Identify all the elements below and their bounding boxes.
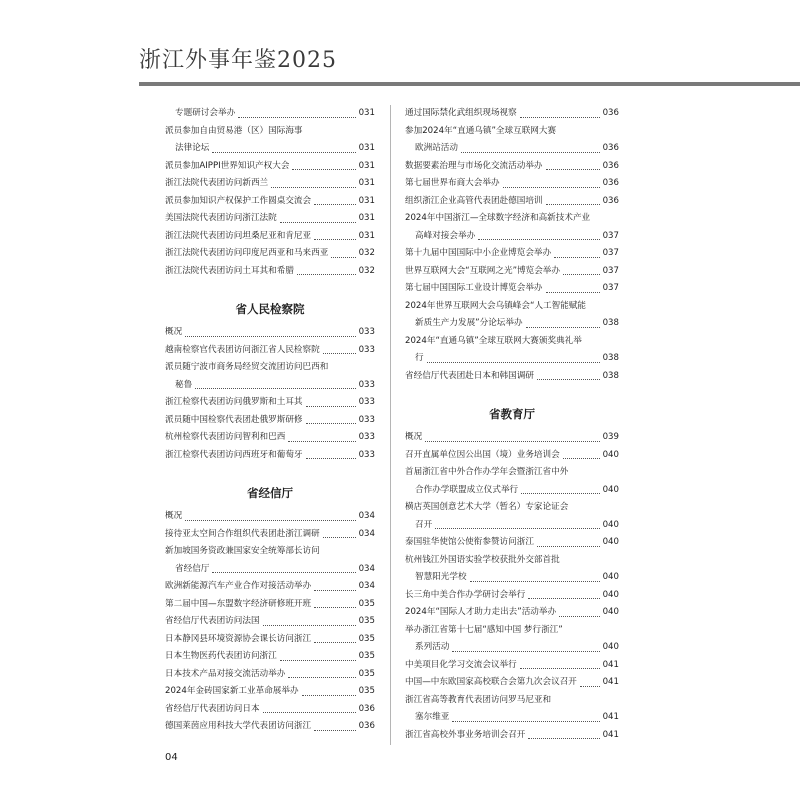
toc-entry-title: 浙江省高等教育代表团访问罗马尼亚和 xyxy=(405,694,552,705)
toc-entry-title: 中美项目化学习交流会议举行 xyxy=(405,659,517,670)
dot-leader xyxy=(461,152,600,153)
toc-entry[interactable] xyxy=(405,210,619,228)
dot-leader xyxy=(306,458,356,459)
toc-entry-title: 派员随宁波市商务局经贸交流团访问巴西和 xyxy=(165,362,329,372)
toc-entry[interactable] xyxy=(405,552,619,570)
toc-entry-page: 040 xyxy=(602,484,619,495)
toc-entry[interactable] xyxy=(165,718,375,736)
dot-leader xyxy=(238,117,355,118)
dot-leader xyxy=(314,730,355,731)
toc-entry-page: 032 xyxy=(358,265,375,276)
toc-entry[interactable] xyxy=(165,123,375,141)
toc-entry-page: 034 xyxy=(358,563,375,574)
toc-entry[interactable] xyxy=(405,482,619,500)
page-number: 04 xyxy=(165,752,178,763)
dot-leader xyxy=(520,117,600,118)
dot-leader xyxy=(452,651,599,652)
toc-entry[interactable] xyxy=(405,298,619,316)
toc-entry-page: 037 xyxy=(602,230,619,241)
toc-entry-title: 欧洲新能源汽车产业合作对接活动举办 xyxy=(165,581,312,591)
toc-entry-page: 033 xyxy=(358,397,375,407)
toc-entry[interactable] xyxy=(405,657,619,675)
dot-leader xyxy=(185,520,355,521)
toc-entry-page: 036 xyxy=(602,160,619,171)
toc-entry[interactable] xyxy=(165,543,375,561)
toc-entry-page: 036 xyxy=(602,108,619,118)
toc-entry[interactable] xyxy=(165,596,375,614)
toc-entry[interactable] xyxy=(405,280,619,298)
toc-entry-page: 036 xyxy=(358,703,375,714)
toc-entry[interactable] xyxy=(405,517,619,535)
toc-entry-title: 参加2024年“直通乌镇”全球互联网大赛 xyxy=(405,125,557,136)
toc-entry-page: 036 xyxy=(358,721,375,731)
toc-entry-title: 首届浙江省中外合作办学年会暨浙江省中外 xyxy=(405,467,569,477)
dot-leader xyxy=(435,528,599,529)
toc-entry[interactable] xyxy=(165,648,375,666)
toc-entry-title: 德国莱茵应用科技大学代表团访问浙江 xyxy=(165,721,312,731)
toc-entry-page: 038 xyxy=(602,370,619,381)
dot-leader xyxy=(212,572,355,573)
dot-leader xyxy=(314,607,355,608)
dot-leader xyxy=(280,222,356,223)
toc-entry-page: 039 xyxy=(602,432,619,442)
toc-entry-title: 浙江法院代表团访问坦桑尼亚和肯尼亚 xyxy=(165,230,312,241)
dot-leader xyxy=(563,274,600,275)
toc-entry-title: 智慧阳光学校 xyxy=(415,572,467,582)
toc-entry[interactable] xyxy=(165,228,375,246)
dot-leader xyxy=(292,169,355,170)
toc-entry[interactable] xyxy=(165,526,375,544)
toc-entry-page: 033 xyxy=(358,449,375,460)
toc-entry-page: 031 xyxy=(358,213,375,223)
toc-entry-page: 033 xyxy=(358,414,375,425)
toc-entry-title: 通过国际禁化武组织现场视察 xyxy=(405,108,517,118)
dot-leader xyxy=(554,257,599,258)
dot-leader xyxy=(306,406,356,407)
toc-entry[interactable] xyxy=(405,315,619,333)
toc-entry[interactable] xyxy=(405,727,619,745)
toc-entry-title: 秘鲁 xyxy=(175,379,193,390)
dot-leader xyxy=(521,493,599,494)
toc-entry-page: 037 xyxy=(602,265,619,276)
toc-entry-page: 040 xyxy=(602,572,619,582)
dot-leader xyxy=(288,441,355,442)
toc-entry-title: 派员参加知识产权保护工作圆桌交流会 xyxy=(165,195,312,206)
toc-entry-page: 037 xyxy=(602,248,619,258)
dot-leader xyxy=(537,379,600,380)
toc-entry-title: 世界互联网大会“互联网之光”博览会举办 xyxy=(405,265,560,276)
dot-leader xyxy=(263,712,356,713)
toc-entry-title: 行 xyxy=(415,353,424,363)
toc-entry[interactable] xyxy=(405,105,619,123)
section-heading-procuratorate: 省人民检察院 xyxy=(235,302,305,316)
toc-entry-title: 浙江检察代表团访问西班牙和葡萄牙 xyxy=(165,449,303,460)
toc-entry[interactable] xyxy=(165,631,375,649)
toc-entry-title: 日本生物医药代表团访问浙江 xyxy=(165,651,277,661)
dot-leader xyxy=(546,292,600,293)
toc-entry[interactable] xyxy=(165,342,375,360)
toc-entry-page: 034 xyxy=(358,528,375,539)
toc-entry-page: 036 xyxy=(602,195,619,206)
toc-entry[interactable] xyxy=(405,534,619,552)
toc-entry[interactable] xyxy=(405,674,619,692)
dot-leader xyxy=(537,546,600,547)
dot-leader xyxy=(297,274,356,275)
dot-leader xyxy=(271,187,355,188)
toc-entry-page: 040 xyxy=(602,642,619,652)
toc-entry-title: 2024年世界互联网大会乌镇峰会“人工智能赋能 xyxy=(405,300,587,311)
toc-entry-title: 法律论坛 xyxy=(175,143,210,153)
toc-entry[interactable] xyxy=(165,683,375,701)
toc-entry-title: 派员参加自由贸易港（区）国际海事 xyxy=(165,125,303,136)
toc-entry[interactable] xyxy=(405,604,619,622)
dot-leader xyxy=(212,152,355,153)
toc-entry[interactable] xyxy=(165,377,375,395)
toc-entry-title: 第十九届中国国际中小企业博览会举办 xyxy=(405,248,552,258)
toc-entry[interactable] xyxy=(165,447,375,465)
dot-leader xyxy=(546,204,600,205)
toc-entry-page: 035 xyxy=(358,668,375,679)
toc-list xyxy=(165,508,375,736)
toc-entry[interactable] xyxy=(405,709,619,727)
toc-entry-page: 033 xyxy=(358,344,375,355)
dot-leader xyxy=(528,738,599,739)
toc-entry[interactable] xyxy=(165,210,375,228)
toc-entry-title: 高峰对接会举办 xyxy=(415,230,476,241)
toc-entry[interactable] xyxy=(165,193,375,211)
toc-list xyxy=(165,105,375,280)
toc-entry[interactable] xyxy=(405,333,619,351)
toc-entry[interactable] xyxy=(405,639,619,657)
toc-entry-title: 派员参加AIPPI世界知识产权大会 xyxy=(165,160,290,171)
dot-leader xyxy=(306,423,356,424)
header-rule xyxy=(139,82,800,86)
toc-entry-page: 037 xyxy=(602,283,619,293)
column-divider xyxy=(390,105,391,745)
toc-entry-title: 第七届世界布商大会举办 xyxy=(405,178,500,188)
toc-entry-page: 033 xyxy=(358,327,375,337)
toc-entry-title: 欧洲站活动 xyxy=(415,143,458,153)
toc-entry[interactable] xyxy=(165,359,375,377)
toc-entry-page: 035 xyxy=(358,651,375,661)
toc-entry-title: 组织浙江企业高管代表团赴德国培训 xyxy=(405,195,543,206)
toc-entry[interactable] xyxy=(405,622,619,640)
toc-entry[interactable] xyxy=(165,666,375,684)
toc-entry-page: 035 xyxy=(358,616,375,626)
toc-entry[interactable] xyxy=(405,193,619,211)
toc-entry[interactable] xyxy=(405,350,619,368)
dot-leader xyxy=(331,257,355,258)
toc-entry-page: 038 xyxy=(602,353,619,363)
toc-entry-title: 概况 xyxy=(165,327,183,337)
toc-entry-title: 2024年中国浙江—全球数字经济和高新技术产业 xyxy=(405,213,591,223)
toc-entry-page: 035 xyxy=(358,633,375,644)
toc-entry-title: 省经信厅代表团访问日本 xyxy=(165,703,260,714)
toc-entry-title: 杭州钱江外国语实验学校获批外交部首批 xyxy=(405,554,560,565)
toc-entry-title: 第七届中国国际工业设计博览会举办 xyxy=(405,283,543,293)
section-heading-economy-it: 省经信厅 xyxy=(247,486,293,500)
toc-entry-title: 派员随中国检察代表团赴俄罗斯研修 xyxy=(165,414,303,425)
toc-entry[interactable] xyxy=(405,692,619,710)
toc-list xyxy=(165,324,375,464)
toc-entry-page: 031 xyxy=(358,108,375,118)
toc-entry[interactable] xyxy=(405,175,619,193)
book-title: 浙江外事年鉴2025 xyxy=(139,48,337,73)
dot-leader xyxy=(520,668,600,669)
toc-entry[interactable] xyxy=(405,447,619,465)
dot-leader xyxy=(503,187,600,188)
toc-entry[interactable] xyxy=(165,429,375,447)
toc-entry[interactable] xyxy=(405,587,619,605)
dot-leader xyxy=(263,625,356,626)
toc-entry-title: 越南检察官代表团访问浙江省人民检察院 xyxy=(165,344,320,355)
toc-left-column xyxy=(165,105,375,736)
toc-entry-page: 038 xyxy=(602,318,619,328)
dot-leader xyxy=(478,239,599,240)
toc-entry[interactable] xyxy=(405,464,619,482)
dot-leader xyxy=(280,660,356,661)
toc-entry-title: 浙江法院代表团访问土耳其和希腊 xyxy=(165,265,294,276)
toc-entry-title: 省经信厅代表团赴日本和韩国调研 xyxy=(405,370,534,381)
toc-entry-title: 合作办学联盟成立仪式举行 xyxy=(415,484,519,495)
toc-entry-title: 2024年“直通乌镇”全球互联网大赛颁奖典礼举 xyxy=(405,335,582,346)
toc-entry-page: 040 xyxy=(602,607,619,617)
toc-entry-page: 031 xyxy=(358,230,375,241)
toc-entry[interactable] xyxy=(165,613,375,631)
dot-leader xyxy=(452,721,599,722)
toc-entry[interactable] xyxy=(405,228,619,246)
toc-entry-title: 杭州检察代表团访问智利和巴西 xyxy=(165,432,286,442)
toc-entry-title: 浙江检察代表团访问俄罗斯和土耳其 xyxy=(165,397,303,407)
toc-entry-page: 032 xyxy=(358,248,375,258)
toc-entry-title: 长三角中美合作办学研讨会举行 xyxy=(405,589,526,600)
toc-entry[interactable] xyxy=(405,368,619,386)
toc-entry-page: 031 xyxy=(358,160,375,171)
toc-entry[interactable] xyxy=(165,508,375,526)
toc-entry-page: 034 xyxy=(358,511,375,521)
toc-entry-title: 美国法院代表团访问浙江法院 xyxy=(165,213,277,223)
dot-leader xyxy=(470,581,600,582)
toc-entry-title: 举办浙江省第十七届“感知中国 梦行浙江” xyxy=(405,624,563,635)
toc-entry-title: 泰国驻华使馆公使衔参赞访问浙江 xyxy=(405,537,534,547)
toc-entry-page: 041 xyxy=(602,729,619,740)
toc-entry-title: 概况 xyxy=(165,511,183,521)
toc-entry-title: 横店英国创意艺术大学（暂名）专家论证会 xyxy=(405,502,569,512)
toc-entry-title: 2024年金砖国家新工业革命展举办 xyxy=(165,686,299,696)
dot-leader xyxy=(195,388,355,389)
toc-entry-title: 浙江省高校外事业务培训会召开 xyxy=(405,729,526,740)
toc-entry[interactable] xyxy=(405,158,619,176)
toc-entry[interactable] xyxy=(165,578,375,596)
dot-leader xyxy=(580,686,600,687)
section-heading-education: 省教育厅 xyxy=(489,407,535,421)
toc-entry[interactable] xyxy=(165,140,375,158)
toc-entry-title: 新加坡国务资政兼国家安全统筹部长访问 xyxy=(165,546,320,556)
toc-entry-page: 040 xyxy=(602,537,619,547)
toc-entry-title: 省经信厅代表团访问法国 xyxy=(165,616,260,626)
toc-entry-page: 033 xyxy=(358,379,375,390)
toc-list xyxy=(405,105,619,385)
toc-entry[interactable] xyxy=(165,324,375,342)
toc-entry-page: 031 xyxy=(358,195,375,206)
toc-entry-title: 浙江法院代表团访问新西兰 xyxy=(165,178,269,188)
dot-leader xyxy=(323,537,356,538)
dot-leader xyxy=(528,598,599,599)
toc-entry-title: 专题研讨会举办 xyxy=(175,108,236,118)
toc-entry[interactable] xyxy=(165,175,375,193)
toc-entry[interactable] xyxy=(405,569,619,587)
dot-leader xyxy=(425,441,599,442)
toc-entry[interactable] xyxy=(405,140,619,158)
dot-leader xyxy=(323,353,356,354)
toc-entry-title: 日本静冈县环境资源协会课长访问浙江 xyxy=(165,633,312,644)
dot-leader xyxy=(559,616,600,617)
toc-entry-title: 数据要素治理与市场化交流活动举办 xyxy=(405,160,543,171)
toc-entry-title: 召开直属单位因公出国（境）业务培训会 xyxy=(405,449,560,460)
toc-entry[interactable] xyxy=(405,245,619,263)
toc-entry[interactable] xyxy=(165,158,375,176)
dot-leader xyxy=(302,695,356,696)
dot-leader xyxy=(314,204,355,205)
toc-entry-title: 2024年“国际人才助力走出去”活动举办 xyxy=(405,607,557,617)
toc-entry[interactable] xyxy=(165,263,375,281)
toc-entry[interactable] xyxy=(165,701,375,719)
toc-entry[interactable] xyxy=(405,429,619,447)
toc-entry[interactable] xyxy=(165,561,375,579)
toc-right-column xyxy=(405,105,619,744)
toc-list xyxy=(405,429,619,744)
toc-entry-page: 041 xyxy=(602,659,619,670)
toc-entry-page: 040 xyxy=(602,519,619,530)
dot-leader xyxy=(427,362,600,363)
toc-entry-page: 035 xyxy=(358,686,375,696)
dot-leader xyxy=(288,677,355,678)
toc-entry-page: 031 xyxy=(358,143,375,153)
dot-leader xyxy=(526,327,600,328)
toc-entry-title: 系列活动 xyxy=(415,642,450,652)
toc-entry[interactable] xyxy=(405,499,619,517)
toc-entry-title: 新质生产力发展”分论坛举办 xyxy=(415,318,523,328)
toc-entry[interactable] xyxy=(165,105,375,123)
toc-entry-title: 塞尔维亚 xyxy=(415,712,450,722)
dot-leader xyxy=(563,458,600,459)
toc-entry-page: 041 xyxy=(602,677,619,687)
toc-entry[interactable] xyxy=(405,123,619,141)
toc-entry-page: 034 xyxy=(358,581,375,591)
toc-entry-page: 036 xyxy=(602,178,619,188)
dot-leader xyxy=(546,169,600,170)
dot-leader xyxy=(314,239,355,240)
toc-entry-title: 省经信厅 xyxy=(175,563,210,574)
toc-entry-page: 031 xyxy=(358,178,375,188)
toc-entry-page: 040 xyxy=(602,449,619,460)
toc-entry-title: 接待亚太空间合作组织代表团赴浙江调研 xyxy=(165,528,320,539)
toc-entry-title: 概况 xyxy=(405,432,423,442)
toc-entry[interactable] xyxy=(165,412,375,430)
dot-leader xyxy=(185,336,355,337)
toc-entry[interactable] xyxy=(405,263,619,281)
toc-entry-page: 041 xyxy=(602,712,619,722)
dot-leader xyxy=(314,642,355,643)
toc-entry-page: 036 xyxy=(602,143,619,153)
toc-entry-title: 召开 xyxy=(415,519,433,530)
toc-entry-title: 中国—中东欧国家高校联合会第九次会议召开 xyxy=(405,677,577,687)
toc-entry-page: 035 xyxy=(358,598,375,609)
toc-entry-title: 第二届中国—东盟数字经济研修班开班 xyxy=(165,598,312,609)
dot-leader xyxy=(314,590,355,591)
toc-entry-title: 浙江法院代表团访问印度尼西亚和马来西亚 xyxy=(165,248,329,258)
toc-entry-title: 日本技术产品对接交流活动举办 xyxy=(165,668,286,679)
toc-entry[interactable] xyxy=(165,394,375,412)
toc-entry[interactable] xyxy=(165,245,375,263)
toc-entry-page: 040 xyxy=(602,589,619,600)
toc-entry-page: 033 xyxy=(358,432,375,442)
